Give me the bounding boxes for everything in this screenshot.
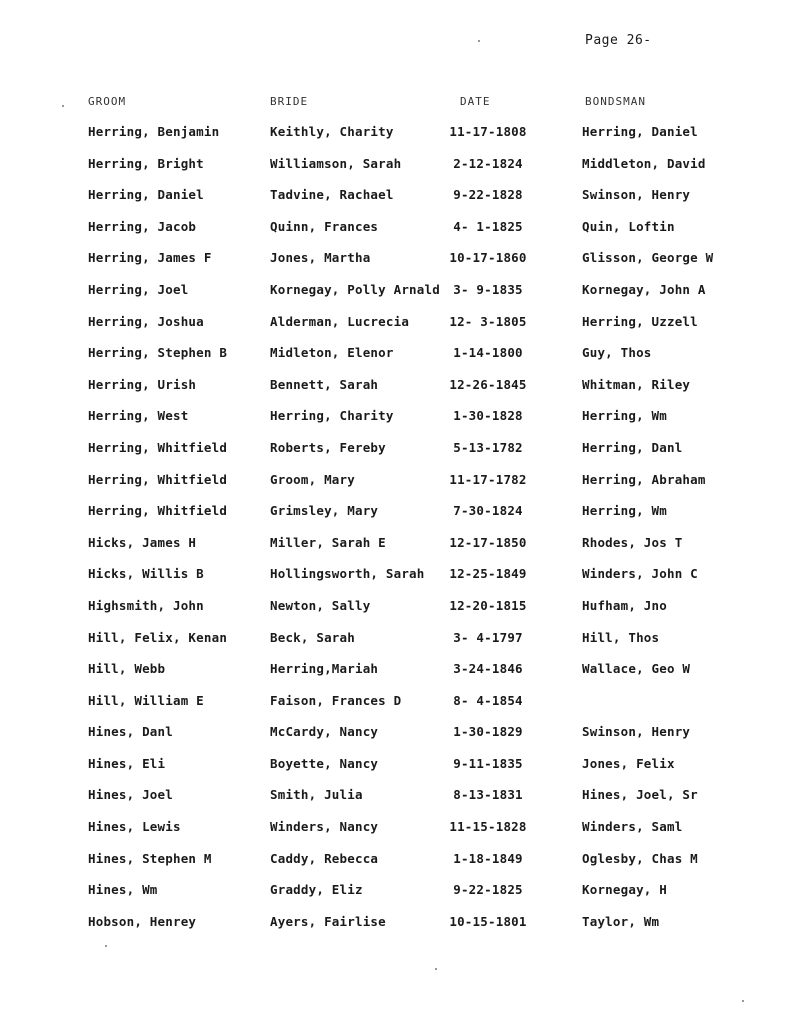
groom-name: Hines, Stephen M: [88, 850, 212, 866]
marriage-date: 12-25-1849: [449, 566, 527, 582]
groom-name: Hicks, James H: [88, 534, 197, 550]
groom-name: Herring, Whitfield: [88, 503, 228, 519]
bondsman-name: Kornegay, H: [582, 882, 667, 898]
marriage-date: 12-26-1845: [449, 376, 527, 392]
groom-name: Hill, Felix, Kenan: [88, 629, 228, 645]
bride-name: Winders, Nancy: [270, 819, 379, 835]
bride-name: Keithly, Charity: [270, 124, 394, 139]
record-row: [0, 187, 800, 219]
marriage-date: 9-11-1835: [453, 755, 523, 771]
record-row: [0, 124, 800, 156]
bondsman-name: Kornegay, John A: [582, 281, 706, 297]
marriage-date: 1-30-1828: [453, 408, 523, 424]
record-row: [0, 819, 800, 851]
bride-name: Faison, Frances D: [270, 692, 402, 708]
marriage-records-list: [0, 124, 800, 945]
marriage-date: 10-15-1801: [449, 913, 527, 929]
marriage-date: 10-17-1860: [449, 250, 527, 266]
bondsman-name: Hill, Thos: [582, 629, 660, 645]
bride-name: Smith, Julia: [270, 787, 363, 803]
record-row: [0, 851, 800, 883]
marriage-date: 9-22-1825: [453, 882, 523, 898]
bondsman-name: Whitman, Riley: [582, 376, 691, 392]
marriage-date: 12-17-1850: [449, 534, 527, 550]
bride-name: Newton, Sally: [270, 597, 371, 613]
bondsman-name: Swinson, Henry: [582, 187, 691, 203]
record-row: [0, 914, 800, 946]
bride-name: Quinn, Frances: [270, 218, 379, 234]
bride-name: McCardy, Nancy: [270, 724, 379, 740]
bride-name: Herring, Charity: [270, 408, 394, 424]
groom-name: Hill, William E: [88, 692, 204, 708]
record-row: [0, 440, 800, 472]
groom-name: Hines, Danl: [88, 724, 173, 740]
record-row: [0, 472, 800, 504]
groom-name: Hines, Wm: [88, 882, 158, 898]
bondsman-name: Hufham, Jno: [582, 597, 667, 613]
bondsman-name: Quin, Loftin: [582, 218, 675, 234]
groom-name: Herring, Jacob: [88, 218, 197, 234]
groom-name: Hines, Eli: [88, 755, 166, 771]
scan-speck: [105, 945, 107, 947]
groom-name: Herring, Benjamin: [88, 124, 220, 139]
header-date: DATE: [460, 95, 491, 108]
bondsman-name: Oglesby, Chas M: [582, 850, 698, 866]
groom-name: Herring, Urish: [88, 376, 197, 392]
column-headers: [0, 95, 800, 111]
page-number: Page 26-: [585, 33, 652, 48]
marriage-date: 11-17-1782: [449, 471, 527, 487]
marriage-date: 3- 9-1835: [453, 281, 523, 297]
groom-name: Herring, Joel: [88, 281, 189, 297]
bride-name: Beck, Sarah: [270, 629, 355, 645]
bride-name: Bennett, Sarah: [270, 376, 379, 392]
bondsman-name: Winders, Saml: [582, 819, 683, 835]
record-row: [0, 724, 800, 756]
groom-name: Herring, Whitfield: [88, 439, 228, 455]
groom-name: Hill, Webb: [88, 661, 166, 677]
marriage-date: 11-15-1828: [449, 819, 527, 835]
marriage-date: 1-30-1829: [453, 724, 523, 740]
record-row: [0, 566, 800, 598]
record-row: [0, 630, 800, 662]
bride-name: Grimsley, Mary: [270, 503, 379, 519]
bride-name: Midleton, Elenor: [270, 345, 394, 361]
scan-speck: [478, 40, 480, 42]
marriage-date: 12- 3-1805: [449, 313, 527, 329]
marriage-date: 8- 4-1854: [453, 692, 523, 708]
record-row: [0, 661, 800, 693]
groom-name: Herring, Joshua: [88, 313, 204, 329]
bondsman-name: Guy, Thos: [582, 345, 652, 361]
marriage-date: 9-22-1828: [453, 187, 523, 203]
groom-name: Hobson, Henrey: [88, 913, 197, 929]
groom-name: Highsmith, John: [88, 597, 204, 613]
groom-name: Herring, Stephen B: [88, 345, 228, 361]
header-bride: BRIDE: [270, 95, 309, 108]
bondsman-name: Taylor, Wm: [582, 913, 660, 929]
groom-name: Herring, Whitfield: [88, 471, 228, 487]
marriage-date: 5-13-1782: [453, 439, 523, 455]
bondsman-name: Herring, Danl: [582, 439, 683, 455]
record-row: [0, 377, 800, 409]
bride-name: Alderman, Lucrecia: [270, 313, 410, 329]
bondsman-name: Jones, Felix: [582, 755, 675, 771]
bride-name: Groom, Mary: [270, 471, 355, 487]
scan-speck: [62, 105, 64, 107]
bride-name: Herring,Mariah: [270, 661, 379, 677]
groom-name: Hines, Lewis: [88, 819, 181, 835]
bondsman-name: Glisson, George W: [582, 250, 714, 266]
bride-name: Jones, Martha: [270, 250, 371, 266]
record-row: [0, 345, 800, 377]
marriage-date: 2-12-1824: [453, 155, 523, 171]
marriage-date: 1-14-1800: [453, 345, 523, 361]
record-row: [0, 408, 800, 440]
bride-name: Miller, Sarah E: [270, 534, 386, 550]
marriage-date: 12-20-1815: [449, 597, 527, 613]
bride-name: Roberts, Fereby: [270, 439, 386, 455]
header-groom: GROOM: [88, 95, 127, 108]
groom-name: Herring, West: [88, 408, 189, 424]
scan-speck: [742, 1000, 744, 1002]
marriage-date: 7-30-1824: [453, 503, 523, 519]
marriage-date: 4- 1-1825: [453, 218, 523, 234]
bride-name: Ayers, Fairlise: [270, 913, 386, 929]
marriage-date: 3-24-1846: [453, 661, 523, 677]
bondsman-name: Wallace, Geo W: [582, 661, 691, 677]
record-row: [0, 787, 800, 819]
marriage-date: 1-18-1849: [453, 850, 523, 866]
record-row: [0, 598, 800, 630]
bondsman-name: Herring, Abraham: [582, 471, 706, 487]
record-row: [0, 314, 800, 346]
bride-name: Hollingsworth, Sarah: [270, 566, 425, 582]
record-row: [0, 219, 800, 251]
header-bondsman: BONDSMAN: [585, 95, 646, 108]
bondsman-name: Herring, Wm: [582, 408, 667, 424]
groom-name: Herring, Daniel: [88, 187, 204, 203]
marriage-date: 8-13-1831: [453, 787, 523, 803]
scan-speck: [435, 968, 437, 970]
record-row: [0, 882, 800, 914]
groom-name: Herring, James F: [88, 250, 212, 266]
record-row: [0, 503, 800, 535]
bondsman-name: Swinson, Henry: [582, 724, 691, 740]
record-row: [0, 282, 800, 314]
bride-name: Williamson, Sarah: [270, 155, 402, 171]
marriage-date: 11-17-1808: [449, 124, 527, 139]
bride-name: Caddy, Rebecca: [270, 850, 379, 866]
record-row: [0, 156, 800, 188]
record-row: [0, 535, 800, 567]
bondsman-name: Herring, Uzzell: [582, 313, 698, 329]
bondsman-name: Rhodes, Jos T: [582, 534, 683, 550]
bride-name: Boyette, Nancy: [270, 755, 379, 771]
record-row: [0, 693, 800, 725]
bondsman-name: Herring, Daniel: [582, 124, 698, 139]
bride-name: Kornegay, Polly Arnald: [270, 281, 440, 297]
groom-name: Hines, Joel: [88, 787, 173, 803]
bride-name: Tadvine, Rachael: [270, 187, 394, 203]
marriage-date: 3- 4-1797: [453, 629, 523, 645]
bride-name: Graddy, Eliz: [270, 882, 363, 898]
record-row: [0, 756, 800, 788]
bondsman-name: Winders, John C: [582, 566, 698, 582]
bondsman-name: Hines, Joel, Sr: [582, 787, 698, 803]
bondsman-name: Herring, Wm: [582, 503, 667, 519]
bondsman-name: Middleton, David: [582, 155, 706, 171]
groom-name: Hicks, Willis B: [88, 566, 204, 582]
groom-name: Herring, Bright: [88, 155, 204, 171]
record-row: [0, 250, 800, 282]
